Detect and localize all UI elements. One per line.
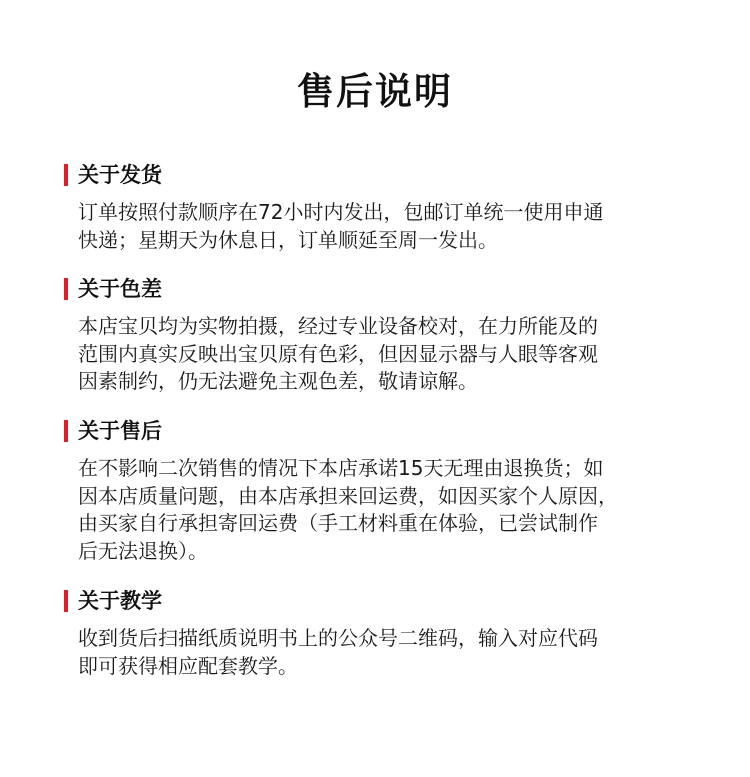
section-accent-bar xyxy=(64,420,68,442)
section-body xyxy=(78,625,700,680)
section-after-sales xyxy=(62,416,702,565)
section-shipping xyxy=(62,160,702,254)
body-line: 在不影响二次销售的情况下本店承诺15天无理由退换货；如 xyxy=(78,456,604,480)
body-line: 订单按照付款顺序在72小时内发出，包邮订单统一使用申通 xyxy=(78,200,604,224)
body-line: 本店宝贝均为实物拍摄，经过专业设备校对，在力所能及的 xyxy=(78,314,598,338)
section-teaching xyxy=(62,586,702,680)
section-color-difference xyxy=(62,274,702,396)
body-line: 因本店质量问题，由本店承担来回运费，如因买家个人原因， xyxy=(78,483,618,508)
section-title: 关于发货 xyxy=(78,163,162,187)
section-accent-bar xyxy=(64,164,68,186)
section-header xyxy=(62,274,702,304)
body-line: 范围内真实反映出宝贝原有色彩，但因显示器与人眼等客观 xyxy=(78,341,598,366)
section-title: 关于售后 xyxy=(78,419,162,443)
section-accent-bar xyxy=(64,278,68,300)
section-header xyxy=(62,160,702,190)
section-body xyxy=(78,455,700,565)
section-header xyxy=(62,586,702,616)
page-title: 售后说明 xyxy=(297,70,453,113)
section-accent-bar xyxy=(64,590,68,612)
body-line: 后无法退换）。 xyxy=(78,538,208,563)
body-line: 即可获得相应配套教学。 xyxy=(78,653,298,678)
section-body xyxy=(78,313,700,396)
section-title: 关于色差 xyxy=(78,277,162,301)
section-header xyxy=(62,416,702,446)
body-line: 因素制约，仍无法避免主观色差，敬请谅解。 xyxy=(78,369,478,393)
section-body xyxy=(78,199,700,254)
section-title: 关于教学 xyxy=(78,589,162,613)
body-line: 由买家自行承担寄回运费（手工材料重在体验，已尝试制作 xyxy=(78,511,598,535)
body-line: 快递；星期天为休息日，订单顺延至周一发出。 xyxy=(78,227,498,252)
body-line: 收到货后扫描纸质说明书上的公众号二维码，输入对应代码 xyxy=(78,626,598,650)
